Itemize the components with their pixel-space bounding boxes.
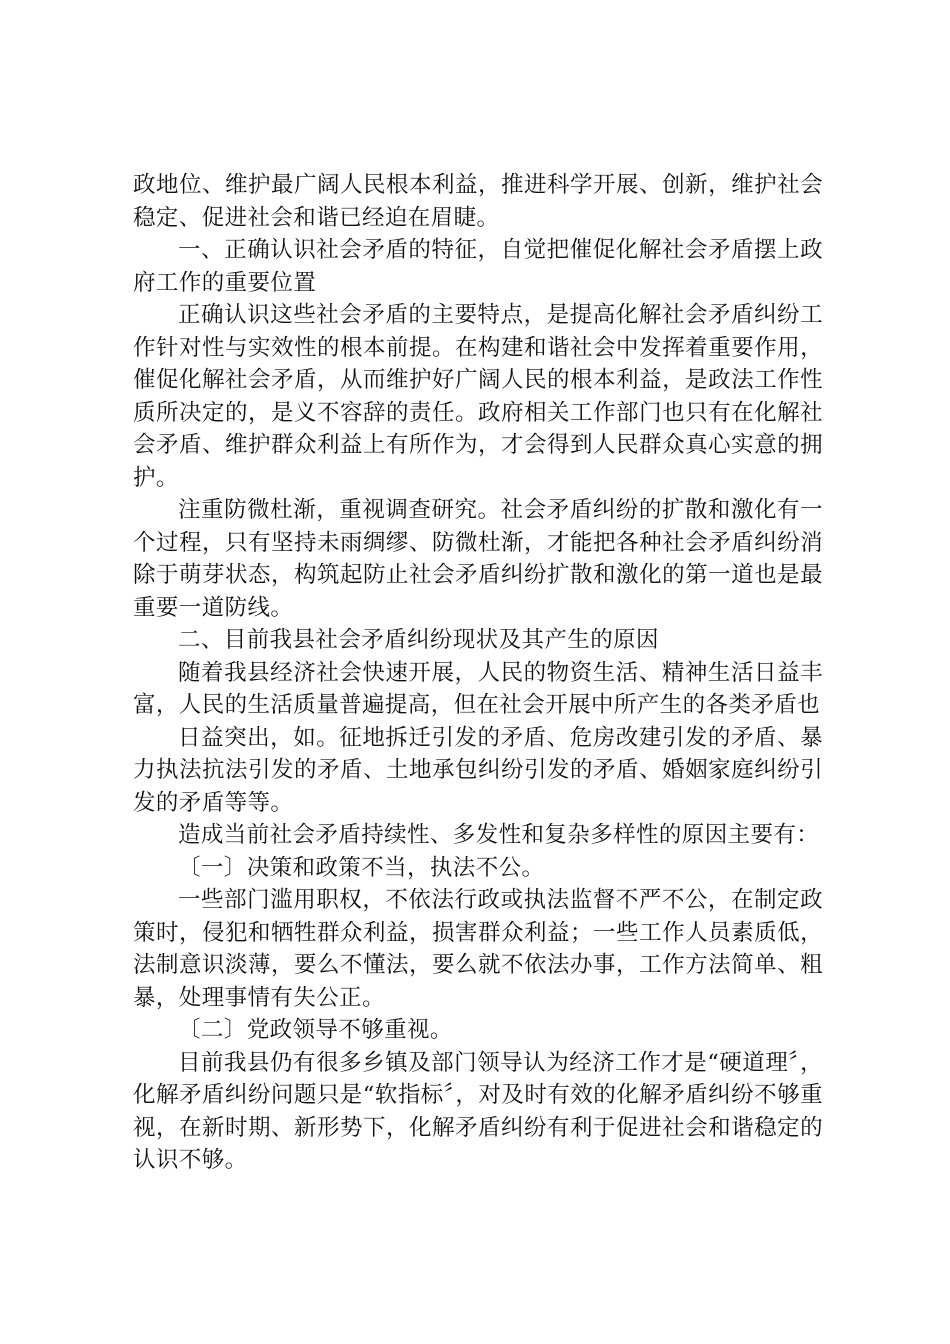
paragraph-4: 注重防微杜渐，重视调查研究。社会矛盾纠纷的扩散和激化有一个过程，只有坚持未雨绸缪、防微杜渐，才能把各种社会矛盾纠纷消除于萌芽状态，构筑起防止社会矛盾纠纷扩散和激化的第一道也是最重要一道防线。 <box>133 497 823 621</box>
paragraph-1: 政地位、维护最广阔人民根本利益，推进科学开展、创新，维护社会稳定、促进社会和谐已经迫在眉睫。 <box>133 172 823 231</box>
paragraph-8: 造成当前社会矛盾持续性、多发性和复杂多样性的原因主要有： <box>178 822 820 848</box>
paragraph-12: 目前我县仍有很多乡镇及部门领导认为经济工作才是“硬道理〞，化解矛盾纠纷问题只是“软指标〞，对及时有效的化解矛盾纠纷不够重视，在新时期、新形势下，化解矛盾纠纷有利于促进社会和谐稳定的认识不够。 <box>133 1049 823 1173</box>
paragraph-10: 一些部门滥用职权，不依法行政或执法监督不严不公，在制定政策时，侵犯和牺牲群众利益，损害群众利益；一些工作人员素质低，法制意识淡薄，要么不懂法，要么就不依法办事，工作方法简单、粗暴，处理事情有失公正。 <box>133 887 823 1011</box>
subheading-1: 〔一〕决策和政策不当，执法不公。 <box>178 854 545 881</box>
paragraph-3: 正确认识这些社会矛盾的主要特点，是提高化解社会矛盾纠纷工作针对性与实效性的根本前提。在构建和谐社会中发挥着重要作用，催促化解社会矛盾，从而维护好广阔人民的根本利益，是政法工作性质所决定的，是义不容辞的责任。政府相关工作部门也只有在化解社会矛盾、维护群众利益上有所作为，才会得到人民群众真心实意的拥护。 <box>133 302 823 491</box>
section-heading-1: 一、正确认识社会矛盾的特征，自觉把催促化解社会矛盾摆上政府工作的重要位置 <box>133 237 823 296</box>
document-page <box>133 169 823 1177</box>
paragraph-7: 日益突出，如。征地拆迁引发的矛盾、危房改建引发的矛盾、暴力执法抗法引发的矛盾、土地承包纠纷引发的矛盾、婚姻家庭纠纷引发的矛盾等等。 <box>133 724 823 816</box>
paragraph-6: 随着我县经济社会快速开展，人民的物资生活、精神生活日益丰富，人民的生活质量普遍提高，但在社会开展中所产生的各类矛盾也 <box>133 659 823 718</box>
section-heading-2: 二、目前我县社会矛盾纠纷现状及其产生的原因 <box>178 627 659 653</box>
subheading-2: 〔二〕党政领导不够重视。 <box>178 1017 453 1043</box>
